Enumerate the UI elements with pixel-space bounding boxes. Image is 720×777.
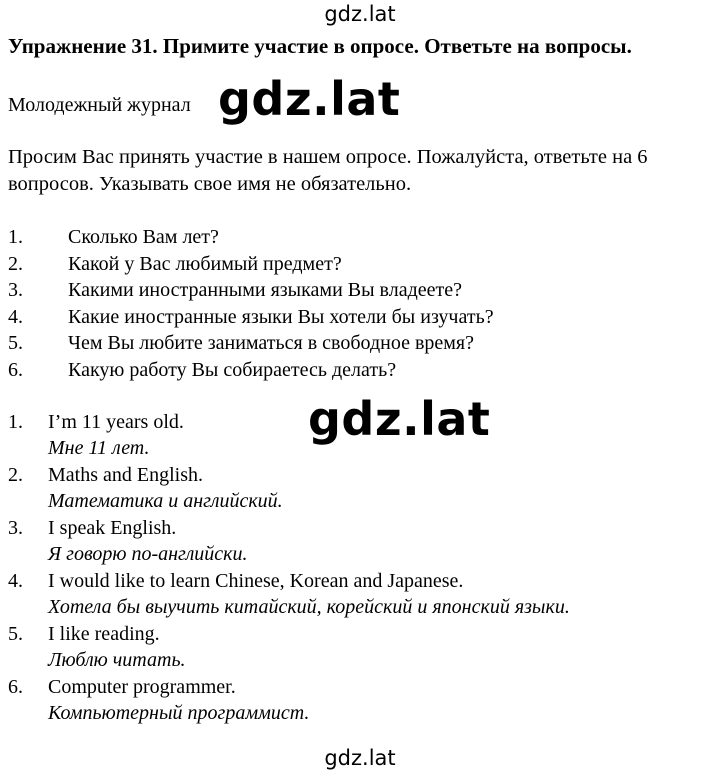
- question-number: 6.: [8, 358, 23, 381]
- journal-label: Молодежный журнал: [8, 94, 191, 116]
- answer-russian: Математика и английский.: [48, 490, 283, 512]
- answer-number: 3.: [8, 517, 23, 539]
- answer-english: Computer programmer.: [48, 676, 236, 698]
- answer-number: 1.: [8, 411, 23, 433]
- answer-russian: Компьютерный программист.: [48, 702, 310, 724]
- question-number: 2.: [8, 252, 23, 275]
- answer-russian: Люблю читать.: [48, 649, 186, 671]
- answer-english: Maths and English.: [48, 464, 203, 486]
- watermark-bottom: gdz.lat: [324, 746, 396, 770]
- question-number: 3.: [8, 279, 23, 301]
- watermark-top: gdz.lat: [324, 2, 396, 26]
- answer-number: 2.: [8, 464, 23, 486]
- answer-number: 4.: [8, 570, 23, 592]
- question-text: Сколько Вам лет?: [68, 226, 219, 248]
- answer-russian: Я говорю по-английски.: [48, 543, 248, 565]
- question-text: Какую работу Вы собираетесь делать?: [68, 358, 397, 381]
- answer-russian: Хотела бы выучить китайский, корейский и японский языки.: [48, 596, 570, 618]
- intro-line-1: Просим Вас принять участие в нашем опросе. Пожалуйста, ответьте на 6: [8, 146, 648, 168]
- question-number: 1.: [8, 226, 23, 248]
- intro-line-2: вопросов. Указывать свое имя не обязательно.: [8, 173, 412, 195]
- answer-english: I speak English.: [48, 517, 177, 539]
- answer-number: 6.: [8, 676, 23, 698]
- question-text: Какой у Вас любимый предмет?: [68, 252, 342, 275]
- answer-english: I’m 11 years old.: [48, 411, 184, 433]
- question-text: Чем Вы любите заниматься в свободное время?: [68, 332, 475, 354]
- answer-english: I like reading.: [48, 623, 160, 645]
- answer-number: 5.: [8, 623, 23, 645]
- exercise-title: Упражнение 31. Примите участие в опросе. Ответьте на вопросы.: [8, 34, 632, 58]
- intro-paragraph: [8, 144, 713, 198]
- question-text: Какими иностранными языками Вы владеете?: [68, 279, 463, 301]
- answer-english: I would like to learn Chinese, Korean and Japanese.: [48, 570, 464, 592]
- question-text: Какие иностранные языки Вы хотели бы изучать?: [68, 305, 494, 328]
- question-number: 5.: [8, 332, 23, 354]
- answer-russian: Мне 11 лет.: [48, 437, 150, 459]
- question-number: 4.: [8, 305, 23, 328]
- watermark-middle-2: gdz.lat: [308, 392, 491, 446]
- watermark-middle-1: gdz.lat: [218, 72, 401, 126]
